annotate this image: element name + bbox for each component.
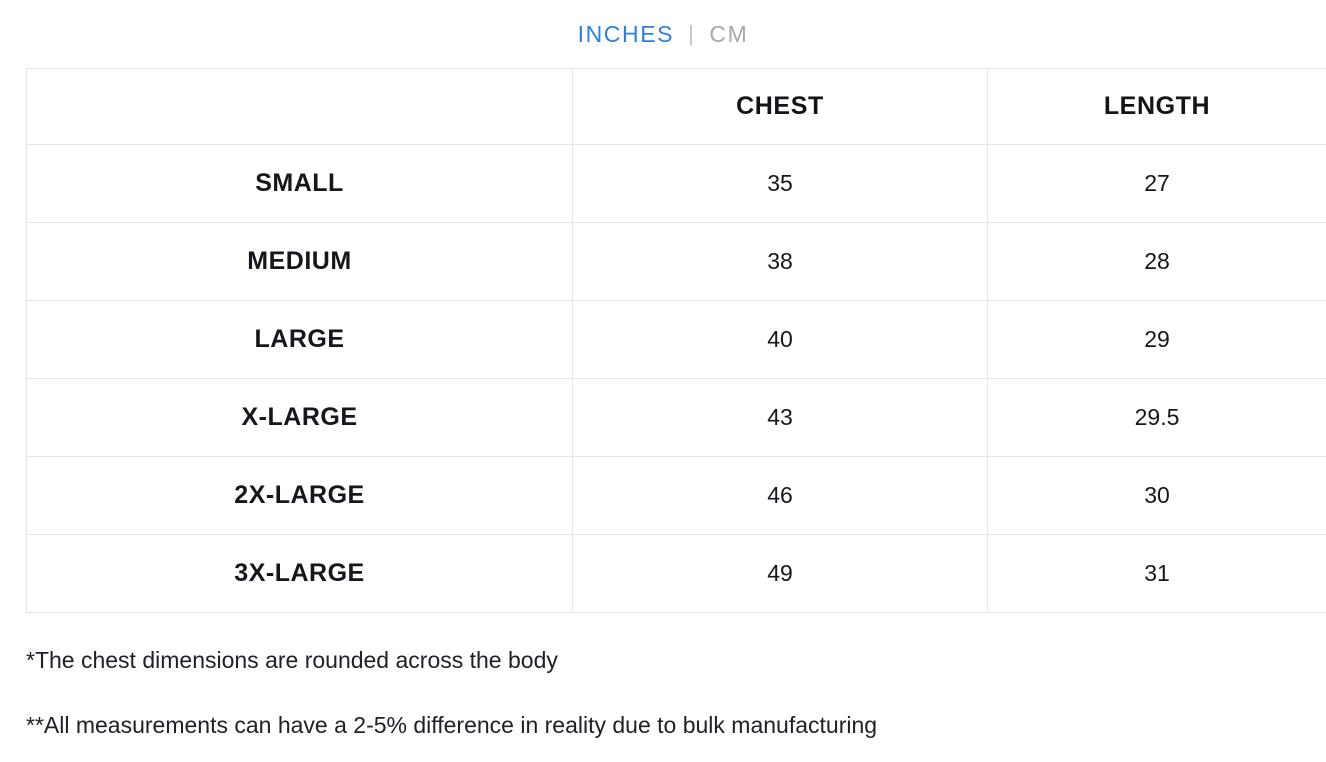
table-row — [27, 457, 1326, 535]
cell-length-x-large: 29.5 — [988, 379, 1326, 457]
table-body — [27, 145, 1326, 613]
row-label-2x-large: 2X-LARGE — [27, 457, 573, 535]
cell-chest-medium: 38 — [573, 223, 988, 301]
table-row — [27, 301, 1326, 379]
row-label-3x-large: 3X-LARGE — [27, 535, 573, 613]
cell-length-2x-large: 30 — [988, 457, 1326, 535]
cell-chest-small: 35 — [573, 145, 988, 223]
table-header — [27, 69, 1326, 145]
row-label-medium: MEDIUM — [27, 223, 573, 301]
cell-chest-large: 40 — [573, 301, 988, 379]
table-row — [27, 379, 1326, 457]
note-chest-dimensions: *The chest dimensions are rounded across the body — [26, 647, 558, 673]
table-row — [27, 145, 1326, 223]
table-row — [27, 223, 1326, 301]
cell-length-3x-large: 31 — [988, 535, 1326, 613]
unit-option-cm[interactable]: CM — [709, 20, 749, 47]
row-label-large: LARGE — [27, 301, 573, 379]
cell-chest-3x-large: 49 — [573, 535, 988, 613]
notes-section — [0, 645, 1326, 741]
cell-length-medium: 28 — [988, 223, 1326, 301]
column-header-chest: CHEST — [573, 69, 988, 145]
note-measurement-tolerance: **All measurements can have a 2-5% difference in reality due to bulk manufacturing — [26, 712, 878, 739]
unit-option-inches[interactable]: INCHES — [577, 20, 675, 47]
cell-length-small: 27 — [988, 145, 1326, 223]
size-chart-table — [26, 68, 1326, 613]
row-label-x-large: X-LARGE — [27, 379, 573, 457]
table-header-row — [27, 69, 1326, 145]
cell-chest-2x-large: 46 — [573, 457, 988, 535]
cell-length-large: 29 — [988, 301, 1326, 379]
unit-toggle — [0, 0, 1326, 68]
table-row — [27, 535, 1326, 613]
unit-separator: | — [688, 21, 696, 46]
cell-chest-x-large: 43 — [573, 379, 988, 457]
column-header-length: LENGTH — [988, 69, 1326, 145]
column-header-size — [27, 69, 573, 145]
row-label-small: SMALL — [27, 145, 573, 223]
